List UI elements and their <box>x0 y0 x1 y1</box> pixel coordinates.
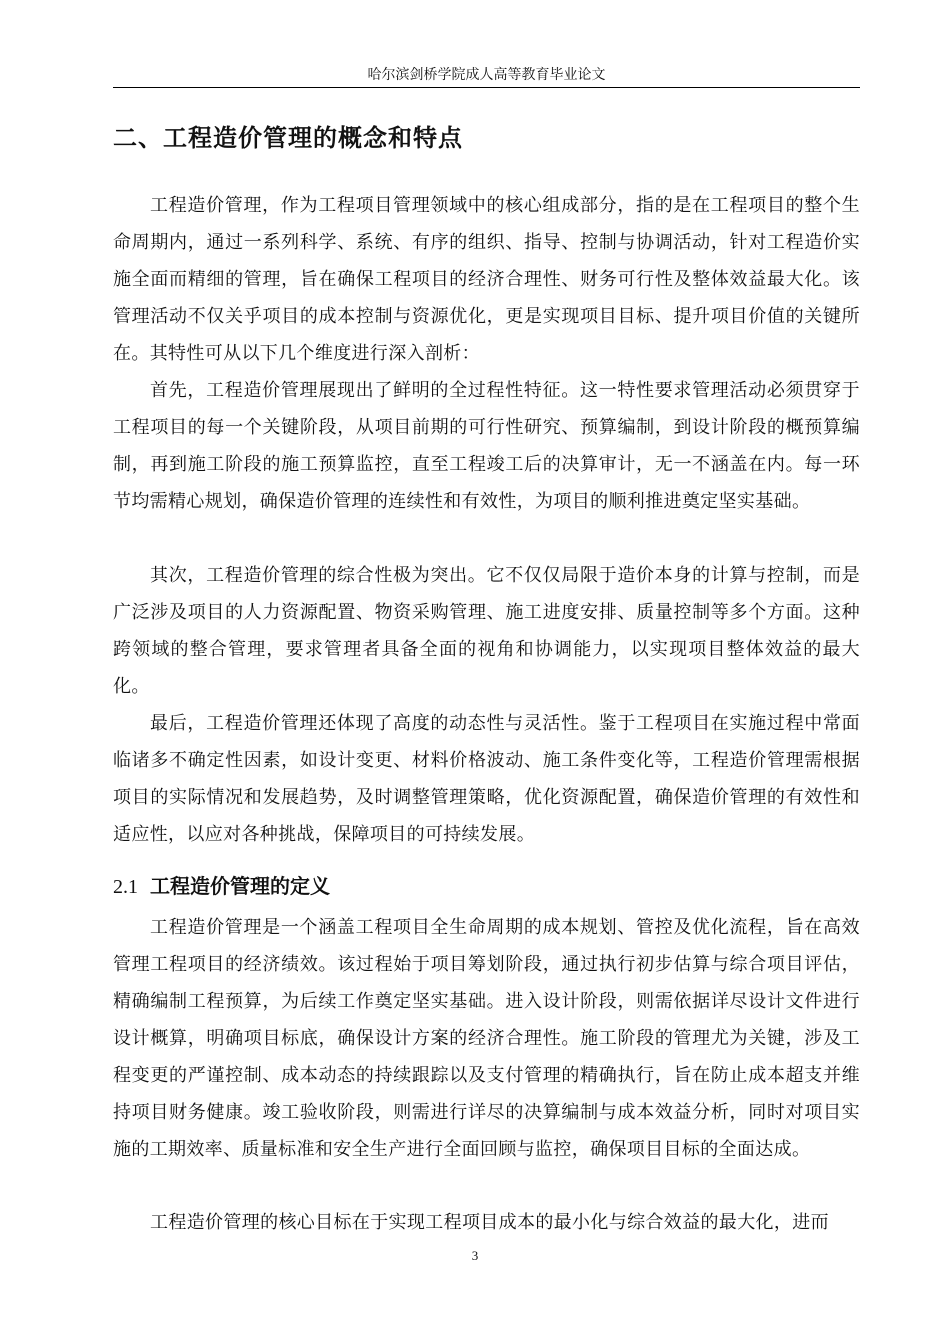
running-header: 哈尔滨剑桥学院成人高等教育毕业论文 <box>367 67 606 83</box>
subsection-paragraph-2: 工程造价管理的核心目标在于实现工程项目成本的最小化与综合效益的最大化，进而 <box>150 1212 829 1233</box>
section-title: 二、工程造价管理的概念和特点 <box>113 124 463 152</box>
header-rule <box>113 87 860 88</box>
page-number: 3 <box>471 1248 479 1263</box>
subsection-paragraph-1: 工程造价管理是一个涵盖工程项目全生命周期的成本规划、管控及优化流程，旨在高效管理工程项目的经济绩效。该过程始于项目筹划阶段，通过执行初步估算与综合项目评估，精确编制工程预算，为后续工作奠定坚实基础。进入设计阶段，则需依据详尽设计文件进行设计概算，明确项目标底，确保设计方案的经济合理性。施工阶段的管理尤为关键，涉及工程变更的严谨控制、成本动态的持续跟踪以及支付管理的精确执行，旨在防止成本超支并维持项目财务健康。竣工验收阶段，则需进行详尽的决算编制与成本效益分析，同时对项目实施的工期效率、质量标准和安全生产进行全面回顾与监控，确保项目目标的全面达成。 <box>113 917 860 1160</box>
subsection-title: 工程造价管理的定义 <box>150 874 330 898</box>
body-paragraph-3: 其次，工程造价管理的综合性极为突出。它不仅仅局限于造价本身的计算与控制，而是广泛涉及项目的人力资源配置、物资采购管理、施工进度安排、质量控制等多个方面。这种跨领域的整合管理，要求管理者具备全面的视角和协调能力，以实现项目整体效益的最大化。 <box>113 565 860 697</box>
body-paragraph-1: 工程造价管理，作为工程项目管理领域中的核心组成部分，指的是在工程项目的整个生命周期内，通过一系列科学、系统、有序的组织、指导、控制与协调活动，针对工程造价实施全面而精细的管理，旨在确保工程项目的经济合理性、财务可行性及整体效益最大化。该管理活动不仅关乎项目的成本控制与资源优化，更是实现项目目标、提升项目价值的关键所在。其特性可从以下几个维度进行深入剖析： <box>113 195 860 364</box>
body-paragraph-2: 首先，工程造价管理展现出了鲜明的全过程性特征。这一特性要求管理活动必须贯穿于工程项目的每一个关键阶段，从项目前期的可行性研究、预算编制，到设计阶段的概预算编制，再到施工阶段的施工预算监控，直至工程竣工后的决算审计，无一不涵盖在内。每一环节均需精心规划，确保造价管理的连续性和有效性，为项目的顺利推进奠定坚实基础。 <box>113 380 860 512</box>
subsection-number: 2.1 <box>113 876 138 898</box>
subsection-heading <box>113 869 330 904</box>
body-paragraph-4: 最后，工程造价管理还体现了高度的动态性与灵活性。鉴于工程项目在实施过程中常面临诸多不确定性因素，如设计变更、材料价格波动、施工条件变化等，工程造价管理需根据项目的实际情况和发展趋势，及时调整管理策略，优化资源配置，确保造价管理的有效性和适应性，以应对各种挑战，保障项目的可持续发展。 <box>113 713 860 845</box>
